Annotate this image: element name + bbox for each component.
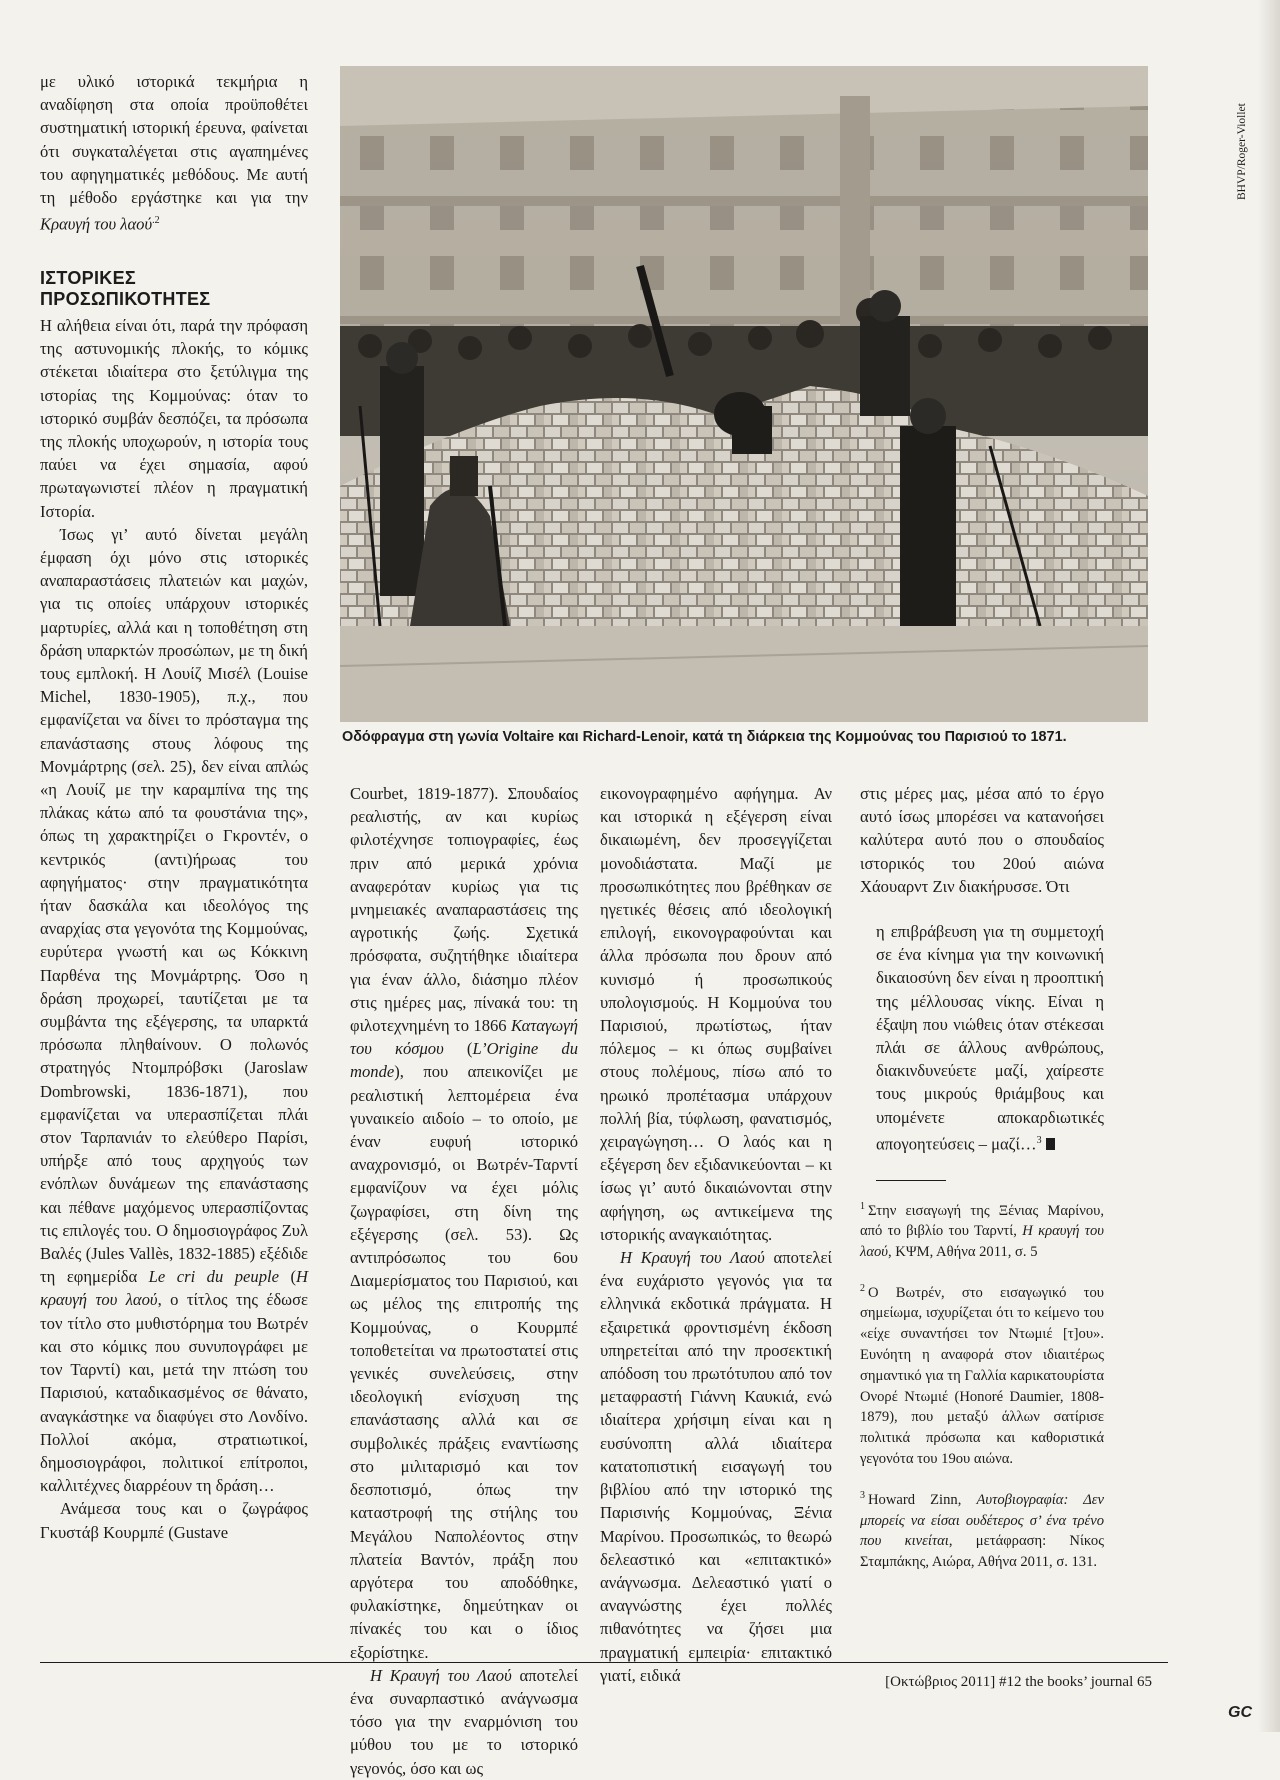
paragraph-intro: με υλικό ιστορικά τεκμήρια η αναδίφηση στα οποία προϋποθέτει συστηματική ιστορική έρευνα, φαίνεται ότι συγκαταλέγεται στις αγαπημένες του αφηγηματικές μεθόδους. Με αυτή τη μέθοδο εργάστηκε και για την Κραυγή του λαού$^{.2}$: [40, 72, 308, 234]
page-edge-shadow: [1258, 0, 1280, 1732]
quote-paragraph: η επιβράβευση για τη συμμετοχή σε ένα κίνημα για την κοινωνική δικαιοσύνη δεν είναι η προοπτική της μέλλουσας νίκης. Είναι η έξαψη που νιώθεις όταν στέκεσαι πλάι σε άλλους ανθρώπους, διακινδυνεύετε μαζί, χαίρεστε τους μικρούς θριάμβους και υπομένετε αποκαρδιωτικές απογοητεύσεις – μαζί…$^3$: [876, 922, 1104, 1154]
barricade-photo: [340, 66, 1148, 722]
book-title: Κραυγή του λαού: [40, 214, 153, 234]
photo-caption: Οδόφραγμα στη γωνία Voltaire και Richard-Lenoir, κατά τη διάρκεια της Κομμούνας του Παρισιού το 1871.: [342, 729, 1067, 745]
paragraph: Η Κραυγή του Λαού αποτελεί ένα συναρπαστικό ανάγνωσμα τόσο για την εναρμόνιση του μύθου του με το ιστορικό γεγονός, όσο και ως: [350, 1665, 578, 1778]
end-mark-icon: [1046, 1138, 1055, 1150]
footer-divider: [40, 1662, 1168, 1663]
footnote-1: $^1$ Στην εισαγωγή της Ξένιας Μαρίνου, από το βιβλίο του Ταρντί, Η κραυγή του λαού, ΚΨΜ, Αθήνα 2011, σ. 5: [860, 1200, 1104, 1261]
footnote-3: $^3$ Howard Zinn, Αυτοβιογραφία: Δεν μπορείς να είσαι ουδέτερος σ’ ένα τρένο που κινείται, μετάφραση: Νίκος Σταμπάκης, Αιώρα, Αθήνα 2011, σ. 131.: [860, 1489, 1104, 1571]
barricade-photo-image: [340, 66, 1148, 722]
paragraph: Ανάμεσα τους και ο ζωγράφος Γκυστάβ Κουρμπέ (Gustave: [40, 1499, 308, 1542]
page-footer: [Οκτώβριος 2011] #12 the books’ journal 65: [885, 1674, 1152, 1690]
footnote-ref: 3: [1036, 1134, 1042, 1146]
paragraph: Η Κραυγή του Λαού αποτελεί ένα ευχάριστο γεγονός για τα ελληνικά εκδοτικά πράγματα. Η εξαιρετικά φροντισμένη έκδοση υπηρετείται από την προσεκτική απόδοση του πρωτότυπου από τον μεταφραστή Γιάννη Καυκιά, ενώ ιδιαίτερα χρήσιμη είναι και η ευσύνοπτη αλλά ιδιαίτερα κατατοπιστική εισαγωγή του βιβλίου από την ιστορικό της Παρισινής Κομμούνας, Ξένια Μαρίνου. Προσωπικώς, το θεωρώ δελεαστικό και «επιτακτικό» ανάγνωσμα. Δελεαστικό γιατί ο αναγνώστης έχει πολλές πιθανότητες να ζήσει μια πραγματική εμπειρία· επιτακτικό γιατί, ειδικά: [600, 1248, 832, 1685]
paragraph: Courbet, 1819-1877). Σπουδαίος ρεαλιστής, αν και κυρίως φιλοτέχνησε τοπιογραφίες, έως πριν από μερικά χρόνια αναφερόταν κυρίως για τις μνημειακές αναπαραστάσεις της αγροτικής ζωής. Σχετικά πρόσφατα, συζητήθηκε ιδιαίτερα για έναν άλλο, διάσημο πλέον στις ημέρες μας, πίνακά του: τη φιλοτεχνημένη το 1866 Καταγωγή του κόσμου (L’Origine du monde), που απεικονίζει με ρεαλιστική λεπτομέρεια ένα γυναικείο αιδοίο – το οποίο, με έναν ευφυή ιστορικό αναχρονισμό, οι Βωτρέν-Ταρντί εμφανίζουν να έχει μόλις ζωγραφίσει, στη δίνη της εξέγερσης (σελ. 53). Ως αντιπρόσωπος του 6ου Διαμερίσματος του Παρισιού, και ως μέλος της επιτροπής της Κομμούνας, ο Κουρμπέ τοποθετείται να πρωτοστατεί στις γενικές συνελεύσεις, στην ιδεολογική ενίσχυση της επανάστασης αλλά και σε συμβολικές πράξεις εναντίωσης στο μιλιταρισμό και τον δεσποτισμό, όπως την καταστροφή της στήλης του Μεγάλου Ναπολέοντος στην πλατεία Βαντόν, πράξη που αργότερα του αποδόθηκε, φυλακίστηκε, δημεύτηκαν οι πίνακές του και ο ίδιος εξορίστηκε.: [350, 784, 578, 1662]
paragraph: Ίσως γι’ αυτό δίνεται μεγάλη έμφαση όχι μόνο στις ιστορικές αναπαραστάσεις πλατειών και μαχών, για τις οποίες υπάρχουν ιστορικές μαρτυρίες, αλλά και η τοποθέτηση στη δράση υπαρκτών προσώπων, με τη δική τους εμπλοκή. Η Λουίζ Μισέλ (Louise Michel, 1830-1905), π.χ., που εμφανίζεται να δίνει το πρόσταγμα της επανάστασης στους λόφους της Μονμάρτρης (σελ. 25), δεν είναι απλώς «η Λουίζ με την καραμπίνα της της πλάκας κάτω από τα φουστάνια της», όπως τη χαρακτηρίζει ο Γκροντέν, ο κεντρικός (αντι)ήρωας του αφηγήματος· στην πραγματικότητα ήταν δασκάλα και ιδεολόγος της αναρχίας στα γεγονότα της Κομμούνας, ευρύτερα γνωστή και ως Κόκκινη Παρθένα της Μονμάρτρης. Όσο η δράση προχωρεί, ταυτίζεται με τα συμβάντα της εξέγερσης, τα υπαρκτά πρόσωπα πληθαίνουν. Ο πολωνός στρατηγός Ντομπρόβσκι (Jaroslaw Dombrowski, 1836-1871), που εμφανίζεται να υπερασπίζεται πλάι στον Ταρπανιάν το ελεύθερο Παρίσι, υπήρξε από τους αρχηγούς των ενόπλων δυνάμεων της επανάστασης και πέθανε μαχόμενος υπερασπίζοντας τις επιλογές του. Ο δημοσιογράφος Ζυλ Βαλές (Jules Vallès, 1832-1885) εξέδιδε τη εφημερίδα Le cri du peuple (Η κραυγή του λαού, ο τίτλος της έδωσε τον τίτλο στο μυθιστόρημα του Βωτρέν και στο κόμικς που συνυπογράφει με τον Ταρντί) και, μετά την πτώση του Παρισιού, καταδικασμένος σε θάνατο, αναγκάστηκε να διαφύγει στο Λονδίνο. Πολλοί ακόμα, στρατιωτικοί, δημοσιογράφοι, πολιτικοί επίτροποι, καλλιτέχνες διαρρέουν τη δράση…: [40, 524, 308, 1496]
column-2: [350, 782, 578, 1780]
column-4: [860, 782, 1104, 1573]
paragraph: εικονογραφημένο αφήγημα. Αν και ιστορικά η εξέγερση είναι δικαιωμένη, δεν προσεγγίζεται μονοδιάστατα. Μαζί με προσωπικότητες που βρέθηκαν σε ηγετικές θέσεις από ιδεολογική επιλογή, εικονογραφούνται και άλλα πρόσωπα που δρουν από κυνισμό ή προσωπικούς υπολογισμούς. Η Κομμούνα του Παρισιού, πρωτίστως, ήταν πόλεμος – κι όπως συμβαίνει στους πολέμους, πίσω από το ηρωικό προπέτασμα υπάρχουν πολλή βία, τύφλωση, φανατισμός, χειραγώγηση… Ο λαός και η εξέγερση δεν εξιδανικεύονται – κι ίσως γι’ αυτό δικαιώνονται στην αφήγηση, ως αντικείμενα της ιστορικής αναγκαιότητας.: [600, 784, 832, 1244]
photo-credit: BHVP/Roger-Viollet: [1236, 103, 1248, 200]
footnote-2: $^2$ Ο Βωτρέν, στο εισαγωγικό του σημείωμα, ισχυρίζεται ότι το κείμενο του «είχε συναντήσει τον Ντωμιέ [τ]ου». Ευνόητη η αναφορά στον ιδιαιτέρως σημαντικό για τη Γαλλία καρικατουρίστα Ονορέ Ντωμιέ (Honoré Daumier, 1808-1879), που μεταξύ άλλων σατίρισε πολιτικά πρόσωπα και καθοριστικά γεγονότα του 19ου αιώνα.: [860, 1282, 1104, 1468]
book-title: Η Κραυγή του Λαού: [620, 1248, 765, 1268]
paragraph: Η αλήθεια είναι ότι, παρά την πρόφαση της αστυνομικής πλοκής, το κόμικς στέκεται ιδιαίτερα στο ξετύλιγμα της ιστορίας της Κομμούνας: όταν το ιστορικό συμβάν δεσπόζει, τα πρόσωπα της πλοκής υποχωρούν, η ιστορία τους παύει να έχει σημασία, αφού πρωταγωνιστεί πλέον η πραγματική Ιστορία.: [40, 315, 308, 521]
newspaper-title-translation: Η κραυγή του λαού: [40, 1267, 308, 1310]
column-3: [600, 782, 832, 1687]
scanner-logo: GC: [1228, 1704, 1252, 1721]
column-1: [40, 70, 308, 1544]
newspaper-title: Le cri du peuple: [148, 1267, 279, 1287]
paragraph: στις μέρες μας, μέσα από το έργο αυτό ίσως μπορέσει να κατανοήσει καλύτερα αυτό που ο σπουδαίος ιστορικός του 20ού αιώνα Χάουαρντ Ζιν διακήρυσσε. Ότι: [860, 784, 1104, 896]
section-heading: ΙΣΤΟΡΙΚΕΣ ΠΡΟΣΩΠΙΚΟΤΗΤΕΣ: [40, 267, 211, 309]
painting-title: Καταγωγή του κόσμου: [350, 1016, 578, 1059]
footnote-divider: [876, 1180, 946, 1181]
painting-title-original: L’Origine du monde: [350, 1039, 578, 1082]
footnote-ref: .2: [152, 215, 160, 227]
book-title: Η Κραυγή του Λαού: [370, 1665, 512, 1685]
